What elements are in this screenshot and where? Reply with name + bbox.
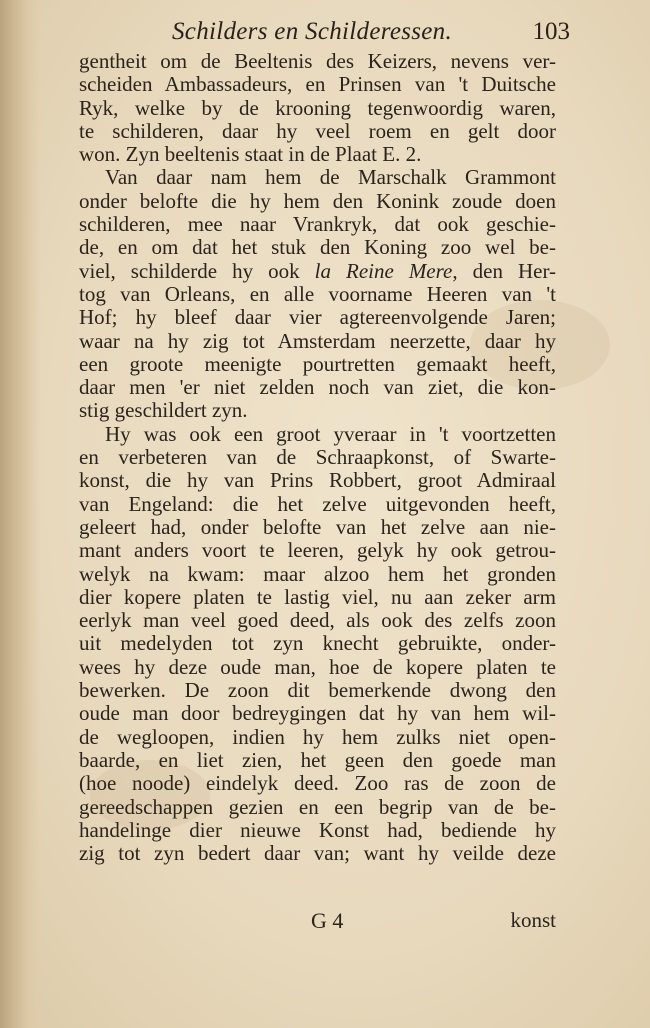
text-line: wees hy deze oude man, hoe de kopere platen te	[79, 655, 556, 679]
text-line: won. Zyn beeltenis staat in de Plaat E. 2.	[79, 143, 422, 167]
text-line: welyk na kwam: maar alzoo hem het gronden	[79, 562, 556, 586]
text-line: gentheit om de Beeltenis des Keizers, nevens ver-	[79, 50, 556, 73]
text-line: oude man door bedreygingen dat hy van hem wil-	[79, 702, 556, 726]
text-line: te schilderen, daar hy veel roem en gelt door	[79, 119, 556, 143]
text-line: de wegloopen, indien hy hem zulks niet open-	[79, 725, 556, 749]
text-line: (hoe noode) eindelyk deed. Zoo ras de zoon de	[79, 772, 556, 796]
text-line: Hy was ook een groot yveraar in 't voortzetten	[105, 422, 556, 446]
page-footer	[79, 908, 556, 934]
text-line: gereedschappen gezien en een begrip van de be-	[79, 795, 556, 819]
page-header	[80, 14, 570, 50]
text-line: de, en om dat het stuk den Koning zoo wel be-	[79, 236, 556, 260]
text-line-start: viel, schilderde hy ook	[79, 259, 300, 283]
text-line: stig geschildert zyn.	[79, 399, 248, 423]
text-line: van Engeland: die het zelve uitgevonden heeft,	[79, 492, 556, 516]
running-title: Schilders en Schilderessen.	[172, 18, 453, 45]
body-text	[79, 50, 556, 865]
italic-title: la Reine Mere	[314, 259, 453, 283]
text-line: eerlyk man veel goed deed, als ook des zelfs zoon	[79, 609, 556, 633]
signature-mark: G 4	[311, 908, 344, 933]
text-line: tog van Orleans, en alle voorname Heeren van 't	[79, 282, 556, 306]
text-line: Van daar nam hem de Marschalk Grammont	[105, 166, 556, 190]
page-number: 103	[532, 18, 570, 45]
text-line: mant anders voort te leeren, gelyk hy ook getrou-	[79, 539, 556, 563]
text-line: bewerken. De zoon dit bemerkende dwong den	[79, 679, 556, 703]
text-line: schilderen, mee naar Vrankryk, dat ook geschie-	[79, 213, 556, 237]
text-line: scheiden Ambassadeurs, en Prinsen van 't Duitsche	[79, 73, 556, 97]
binding-gutter	[0, 0, 40, 1028]
text-line: dier kopere platen te lastig viel, nu aan zeker arm	[79, 585, 556, 609]
text-line: handelinge dier nieuwe Konst had, bediende hy	[79, 818, 556, 842]
text-line: en verbeteren van de Schraapkonst, of Swarte-	[79, 446, 556, 470]
text-line: waar na hy zig tot Amsterdam neerzette, daar hy	[79, 329, 556, 353]
text-line: Ryk, welke by de krooning tegenwoordig waren,	[79, 96, 556, 120]
text-line: konst, die hy van Prins Robbert, groot Admiraal	[79, 469, 556, 493]
text-line-end: , den Her-	[452, 259, 556, 283]
catchword: konst	[510, 908, 556, 932]
text-line: daar men 'er niet zelden noch van ziet, die kon-	[79, 376, 556, 400]
text-line: een groote meenigte pourtretten gemaakt heeft,	[79, 352, 556, 376]
text-line: geleert had, onder belofte van het zelve aan nie-	[79, 515, 556, 539]
text-line: Hof; hy bleef daar vier agtereenvolgende Jaren;	[79, 306, 556, 330]
text-line: zig tot zyn bedert daar van; want hy veilde deze	[79, 842, 556, 866]
text-line: onder belofte die hy hem den Konink zoude doen	[79, 189, 556, 213]
text-line: uit medelyden tot zyn knecht gebruikte, onder-	[79, 632, 556, 656]
text-line-mixed	[79, 260, 556, 283]
text-line: baarde, en liet zien, het geen den goede man	[79, 748, 556, 772]
